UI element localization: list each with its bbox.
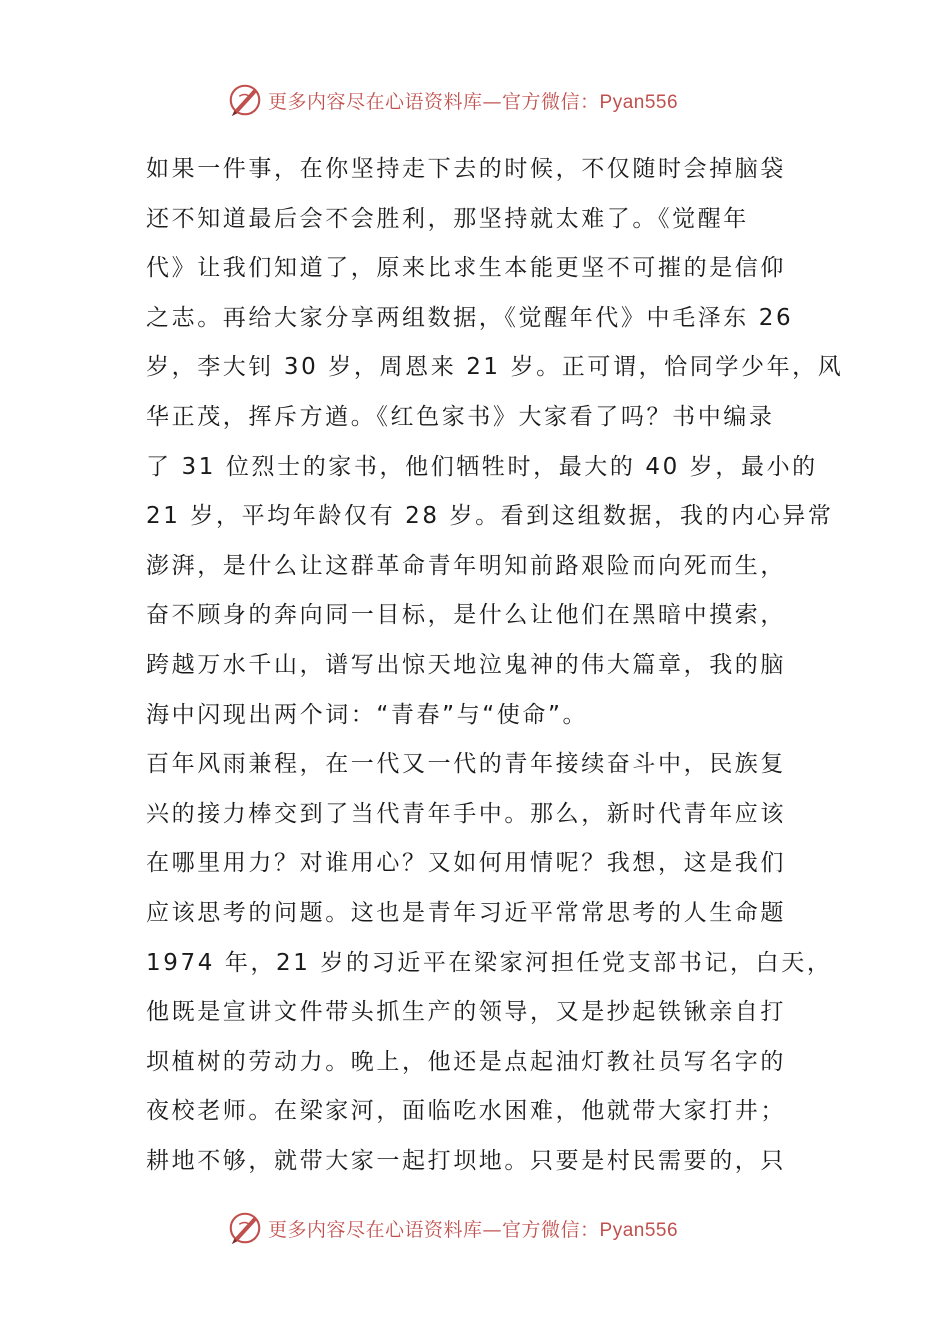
header-banner-text: 更多内容尽在心语资料库—官方微信：Pyan556 xyxy=(268,90,679,113)
text-line: 代》让我们知道了，原来比求生本能更坚不可摧的是信仰 xyxy=(146,255,786,282)
body-text xyxy=(146,145,844,1186)
text-line: 岁，李大钊 30 岁，周恩来 21 岁。正可谓，恰同学少年，风 xyxy=(146,354,844,381)
text-line: 奋不顾身的奔向同一目标，是什么让他们在黑暗中摸索， xyxy=(146,602,786,629)
text-line: 夜校老师。在梁家河，面临吃水困难，他就带大家打井； xyxy=(146,1098,786,1125)
text-line: 澎湃，是什么让这群革命青年明知前路艰险而向死而生， xyxy=(146,552,786,579)
pen-logo-icon xyxy=(226,81,264,119)
text-line: 还不知道最后会不会胜利，那坚持就太难了。《觉醒年 xyxy=(146,205,749,232)
text-line: 耕地不够，就带大家一起打坝地。只要是村民需要的，只 xyxy=(146,1147,786,1174)
text-line: 坝植树的劳动力。晚上，他还是点起油灯教社员写名字的 xyxy=(146,1048,786,1075)
footer-banner xyxy=(226,1208,746,1248)
text-line: 跨越万水千山，谱写出惊天地泣鬼神的伟大篇章，我的脑 xyxy=(146,651,786,678)
pen-logo-icon xyxy=(226,1209,264,1247)
text-line: 应该思考的问题。这也是青年习近平常常思考的人生命题 xyxy=(146,899,786,926)
text-line: 了 31 位烈士的家书，他们牺牲时，最大的 40 岁，最小的 xyxy=(146,453,818,480)
text-line: 21 岁，平均年龄仅有 28 岁。看到这组数据，我的内心异常 xyxy=(146,503,834,530)
footer-banner-text: 更多内容尽在心语资料库—官方微信：Pyan556 xyxy=(268,1218,679,1241)
text-line: 海中闪现出两个词：“青春”与“使命”。 xyxy=(146,701,589,728)
text-line: 华正茂，挥斥方遒。《红色家书》大家看了吗？书中编录 xyxy=(146,403,775,430)
text-line: 在哪里用力？对谁用心？又如何用情呢？我想，这是我们 xyxy=(146,850,786,877)
text-line: 兴的接力棒交到了当代青年手中。那么，新时代青年应该 xyxy=(146,800,786,827)
text-line: 他既是宣讲文件带头抓生产的领导，又是抄起铁锹亲自打 xyxy=(146,999,786,1026)
text-line: 百年风雨兼程，在一代又一代的青年接续奋斗中，民族复 xyxy=(146,751,786,778)
header-banner xyxy=(226,80,746,120)
text-line: 1974 年，21 岁的习近平在梁家河担任党支部书记，白天， xyxy=(146,949,833,976)
text-line: 之志。再给大家分享两组数据，《觉醒年代》中毛泽东 26 xyxy=(146,304,794,331)
text-line: 如果一件事，在你坚持走下去的时候，不仅随时会掉脑袋 xyxy=(146,156,786,182)
